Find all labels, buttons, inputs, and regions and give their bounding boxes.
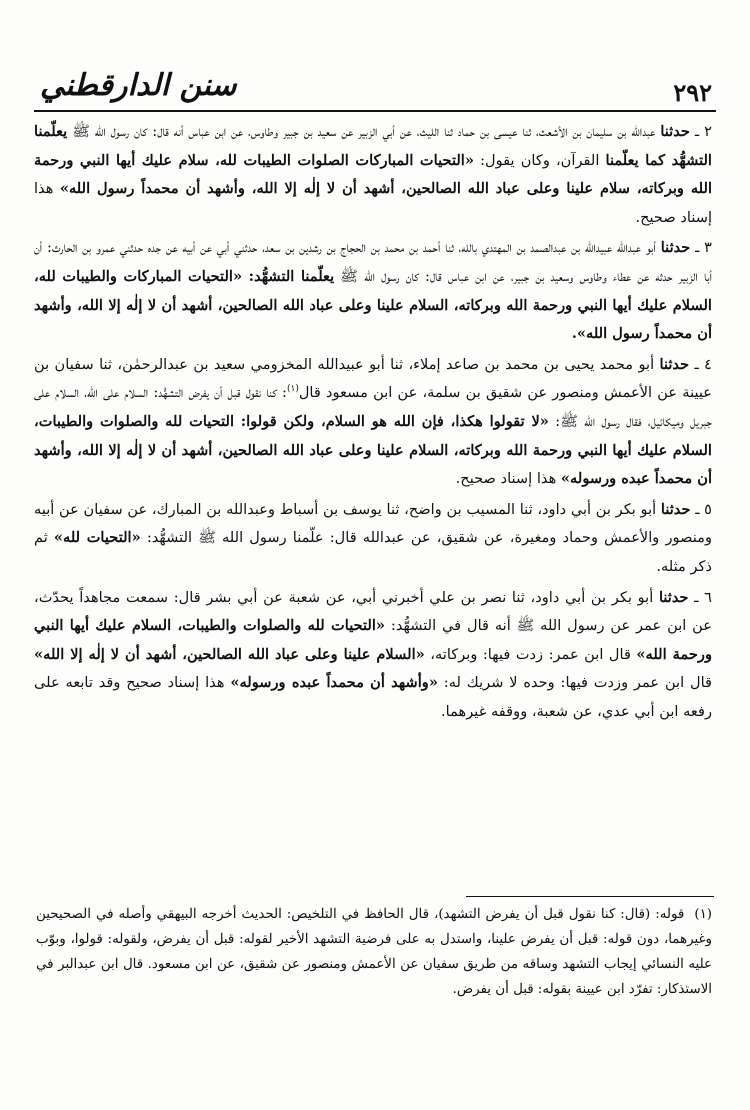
footnote-divider <box>466 896 714 897</box>
hadith-text-segment: هذا إسناد صحيح. <box>455 470 561 488</box>
hadith-quote-segment: «وأشهد أن محمداً عبده ورسوله» <box>230 674 438 692</box>
footnote-reference[interactable]: (١) <box>286 384 299 395</box>
hadith-paragraph <box>34 234 712 348</box>
hadith-quote-segment: يعلّمنا التشهُّد: «التحيات المباركات والطيبات لله، السلام عليك أيها النبي ورحمة الله وبركاته، السلام علينا وعلى عباد الله الصالحين، أشهد أن لا إلٰه إلا الله، وأشهد أن محمداً رسول الله». <box>34 267 712 343</box>
hadith-text-segment: أبو بكر بن أبي داود، ثنا المسيب بن واضح، ثنا يوسف بن أسباط وعبدالله بن المبارك، عن سفيان عن أبيه ومنصور والأعمش وحماد ومغيرة، عن شقيق، عن عبدالله قال: علّمنا رسول الله ﷺ التشهُّد: <box>34 500 712 547</box>
hadith-number: ٤ ـ <box>694 355 712 373</box>
hadith-paragraph <box>34 584 712 727</box>
hadith-text-segment: : كنا نقول قبل أن يفرض التشهُّد: السلام على الله، السلام على جبريل وميكائيل، فقال رسول الله ﷺ: <box>34 384 712 430</box>
hadith-body <box>34 118 712 728</box>
hadith-lead: حدثنا <box>660 239 691 257</box>
running-title: سنن الدارقطني <box>40 68 237 103</box>
hadith-paragraph <box>34 496 712 582</box>
hadith-lead: حدثنا <box>660 123 690 140</box>
footnote-number: (١) <box>694 907 712 922</box>
hadith-quote-segment: يعلّمنا التشهُّد كما يعلّمنا <box>34 123 712 169</box>
hadith-number: ٦ ـ <box>694 588 712 606</box>
hadith-quote-segment: «التحيات لله» <box>53 529 141 547</box>
hadith-text-segment: أبو بكر بن أبي داود، ثنا نصر بن علي أخبرني أبي، عن شعبة عن أبي بشر قال: سمعت مجاهداً يحدّث، عن ابن عمر عن رسول الله ﷺ أنه قال في التشهُّد: <box>34 588 712 635</box>
footnote-text: قوله: (قال: كنا نقول قبل أن يفرض التشهد)، قال الحافظ في التلخيص: الحديث أخرجه البيهقي وأصله في الصحيحين وغيرهما، دون قوله: قبل أن يفرض علينا، واستدل به على فرضية التشهد الأخير لقوله: قبل أن يفرض، ولقوله: قولوا، وبوّب عليه النسائي إيجاب التشهد وساقه من طريق سفيان عن الأعمش ومنصور عن شقيق، عن ابن مسعود. قال ابن عبدالبر في الاستذكار: تفرّد ابن عيينة بقوله: قبل أن يفرض. <box>36 907 712 997</box>
hadith-quote-segment: «لا تقولوا هكذا، فإن الله هو السلام، ولكن قولوا: التحيات لله والصلوات والطيبات، السلام عليك أيها النبي ورحمة الله وبركاته، السلام علينا وعلى عباد الله الصالحين، أشهد أن لا إلٰه إلا الله، وأشهد أن محمداً عبده ورسوله» <box>34 412 712 488</box>
hadith-text-segment: قال ابن عمر وزدت فيها: وحده لا شريك له: <box>437 674 712 692</box>
hadith-quote-segment: «التحيات المباركات الصلوات الطيبات لله، سلام عليك أيها النبي ورحمة الله وبركاته، سلام علينا وعلى عباد الله الصالحين، أشهد أن لا إلٰه إلا الله، وأشهد أن محمداً رسول الله» <box>34 151 712 198</box>
hadith-text-segment: أبو عبدالله عبيدالله بن عبدالصمد بن المهتدي بالله، ثنا أحمد بن محمد بن الحجاج بن رشدين بن سعد، حدثني أبي عن أبيه عن جده حدثني عمرو بن الحارث: أن أبا الزبير حدثه عن عطاء وطاوس وسعيد بن جبير، عن ابن عباس قال: كان رسول الله ﷺ <box>34 239 713 285</box>
hadith-lead: حدثنا <box>658 588 689 606</box>
hadith-lead: حدثنا <box>660 500 691 518</box>
hadith-text-segment: قال ابن عمر: زدت فيها: وبركاته، <box>424 645 637 663</box>
hadith-number: ٢ ـ <box>694 123 712 140</box>
hadith-number: ٥ ـ <box>695 500 713 518</box>
hadith-text-segment: القرآن، وكان يقول: <box>473 151 606 169</box>
hadith-text-segment: هذا إسناد صحيح وقد تابعه على رفعه ابن أبي عدي، عن شعبة، ووقفه غيرهما. <box>34 674 712 720</box>
hadith-text-segment: ثم ذكر مثله. <box>34 529 712 575</box>
hadith-quote-segment: «السلام علينا وعلى عباد الله الصالحين، أشهد أن لا إلٰه إلا الله» <box>34 645 425 663</box>
hadith-paragraph <box>34 351 712 494</box>
hadith-text-segment: هذا إسناد صحيح. <box>34 180 712 226</box>
footnotes <box>36 902 712 1002</box>
hadith-quote-segment: «التحيات لله والصلوات والطيبات، السلام عليك أيها النبي ورحمة الله» <box>34 617 712 663</box>
hadith-text-segment: عبدالله بن سليمان بن الأشعث، ثنا عيسى بن حماد ثنا الليث، عن أبي الزبير عن سعيد بن جبير وطاوس، عن ابن عباس أنه قال: كان رسول الله ﷺ <box>67 123 661 140</box>
hadith-text-segment: أبو محمد يحيى بن محمد بن صاعد إملاء، ثنا أبو عبيدالله المخزومي سعيد بن عبدالرحمٰن، ثنا سفيان بن عيينة عن الأعمش ومنصور عن شقيق بن سلمة، عن ابن مسعود قال <box>34 355 712 402</box>
hadith-lead: حدثنا <box>659 355 690 373</box>
hadith-number: ٣ ـ <box>695 239 713 257</box>
page-header <box>34 64 716 112</box>
hadith-paragraph <box>34 118 712 232</box>
page-number: ٢٩٢ <box>673 78 712 107</box>
